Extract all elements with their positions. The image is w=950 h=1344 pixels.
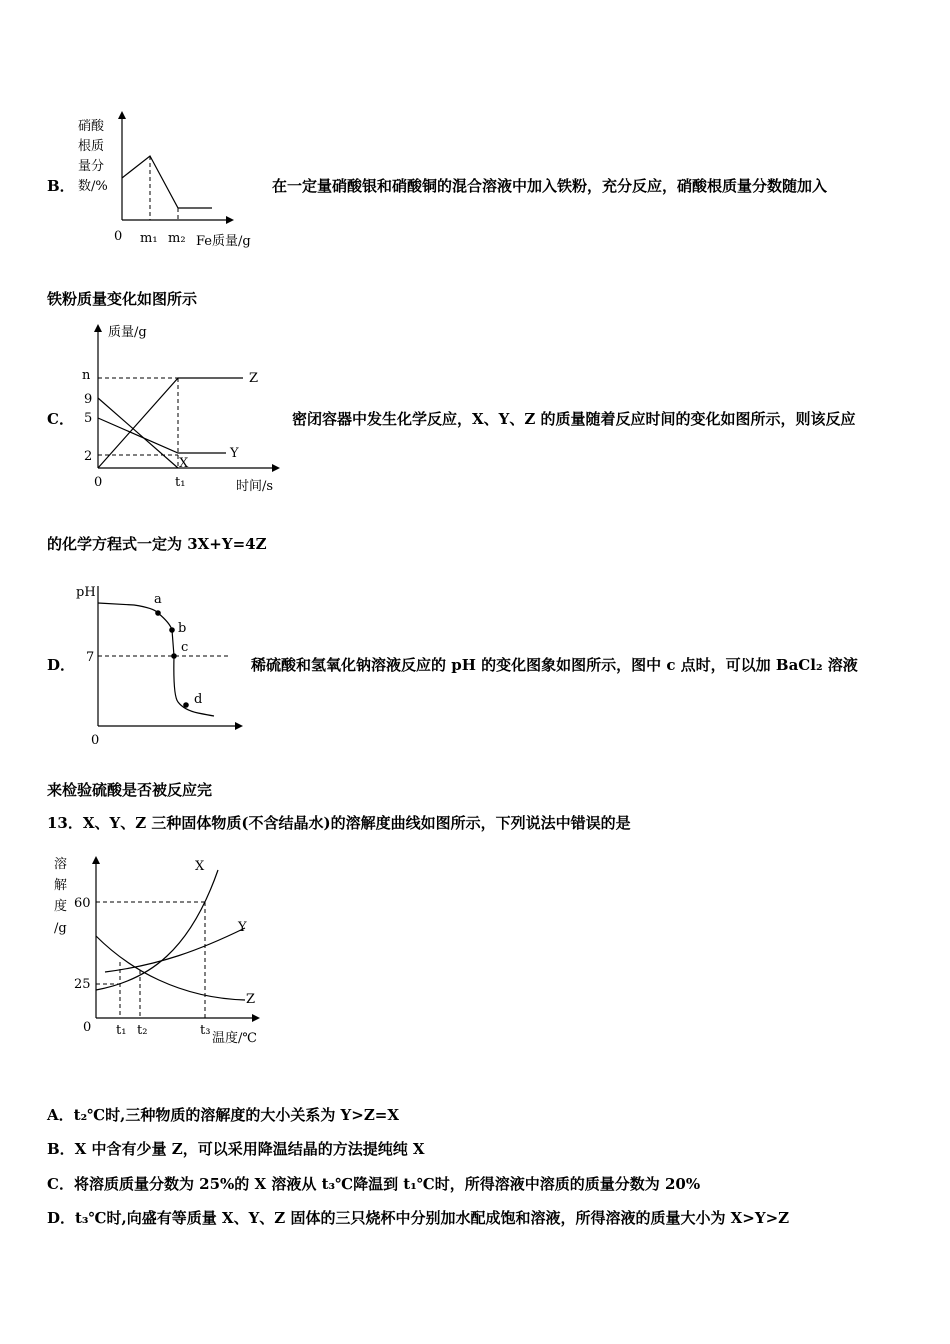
c-9: 9 [84, 392, 93, 407]
q13-option-a: A．t₂℃时,三种物质的溶解度的大小关系为 Y>Z=X [47, 1106, 399, 1124]
option-d-label: D． [47, 656, 76, 674]
b-ylabel-4: 数/% [78, 179, 108, 194]
q13-label-z: Z [246, 992, 256, 1007]
q13-option-c: C．将溶质质量分数为 25%的 X 溶液从 t₃℃降温到 t₁℃时，所得溶液中溶质的质量分数为 20% [47, 1175, 701, 1193]
option-d-text: 稀硫酸和氢氧化钠溶液反应的 pH 的变化图象如图所示，图中 c 点时，可以加 BaCl₂ 溶液 [251, 656, 858, 674]
b-curve [122, 156, 212, 208]
d-label-c: c [181, 640, 189, 655]
c-2: 2 [84, 449, 93, 464]
option-b-continuation: 铁粉质量变化如图所示 [47, 290, 198, 308]
q13-t3: t₃ [200, 1023, 211, 1038]
c-xlabel: 时间/s [236, 479, 274, 494]
d-point-a [155, 610, 161, 616]
d-label-b: b [178, 621, 187, 636]
d-label-a: a [154, 592, 162, 607]
q13-ylabel-2: 解 [54, 878, 68, 893]
b-m2: m₂ [168, 231, 186, 246]
c-y-arrow [94, 324, 102, 332]
c-label-x: X [179, 456, 189, 471]
q13-label-x: X [195, 859, 205, 874]
q13-ylabel-4: /g [54, 921, 67, 936]
option-b-text: 在一定量硝酸银和硝酸铜的混合溶液中加入铁粉，充分反应，硝酸根质量分数随加入 [272, 177, 828, 195]
q13-option-b: B．X 中含有少量 Z，可以采用降温结晶的方法提纯纯 X [47, 1140, 425, 1158]
q13-25: 25 [74, 977, 91, 992]
q13-curve-y [105, 928, 245, 972]
q13-stem: 13．X、Y、Z 三种固体物质(不含结晶水)的溶解度曲线如图所示，下列说法中错误的是 [47, 814, 631, 832]
option-b-label: B． [47, 177, 75, 195]
option-c-text: 密闭容器中发生化学反应，X、Y、Z 的质量随着反应时间的变化如图所示，则该反应 [292, 410, 856, 428]
q13-xlabel: 温度/℃ [212, 1031, 257, 1046]
c-x-arrow [272, 464, 280, 472]
b-xlabel: Fe质量/g [196, 234, 251, 249]
d-7: 7 [86, 650, 95, 665]
q13-curve-x [96, 870, 218, 990]
b-ylabel-1: 硝酸 [78, 119, 105, 134]
b-origin: 0 [114, 229, 123, 244]
nitrate-fraction-graph [72, 108, 272, 256]
d-point-b [169, 627, 175, 633]
d-x-arrow [235, 722, 243, 730]
c-t1: t₁ [175, 475, 186, 490]
d-label-d: d [194, 692, 203, 707]
q13-x-arrow [252, 1014, 260, 1022]
q13-ylabel-3: 度 [54, 899, 68, 914]
q13-t2: t₂ [137, 1023, 148, 1038]
ph-graph [74, 578, 254, 750]
c-label-y: Y [230, 446, 239, 461]
c-label-z: Z [249, 371, 259, 386]
option-d-continuation: 来检验硫酸是否被反应完 [47, 781, 213, 799]
q13-option-d: D．t₃℃时,向盛有等质量 X、Y、Z 固体的三只烧杯中分别加水配成饱和溶液，所得溶液的质量大小为 X>Y>Z [47, 1209, 790, 1227]
c-line-x [98, 398, 178, 468]
d-point-d [183, 702, 189, 708]
d-point-c [171, 653, 177, 659]
d-origin: 0 [91, 733, 100, 748]
q13-y-arrow [92, 856, 100, 864]
d-ylabel: pH [76, 585, 96, 600]
q13-origin: 0 [83, 1020, 92, 1035]
q13-ylabel-1: 溶 [54, 857, 68, 872]
option-c-label: C． [47, 410, 74, 428]
c-line-y [98, 418, 226, 453]
c-5: 5 [84, 411, 93, 426]
q13-curve-z [96, 936, 245, 1000]
b-ylabel-2: 根质 [78, 139, 105, 154]
option-c-continuation: 的化学方程式一定为 3X+Y=4Z [47, 535, 267, 553]
b-m1: m₁ [140, 231, 158, 246]
q13-60: 60 [74, 896, 91, 911]
q13-label-y: Y [238, 920, 247, 935]
solubility-graph [50, 850, 280, 1054]
b-ylabel-3: 量分 [78, 159, 105, 174]
b-x-arrow [226, 216, 234, 224]
c-origin: 0 [94, 475, 103, 490]
c-ylabel: 质量/g [108, 325, 147, 340]
mass-time-graph [78, 318, 298, 498]
q13-t1: t₁ [116, 1023, 127, 1038]
b-y-arrow [118, 111, 126, 119]
c-n: n [82, 368, 91, 383]
